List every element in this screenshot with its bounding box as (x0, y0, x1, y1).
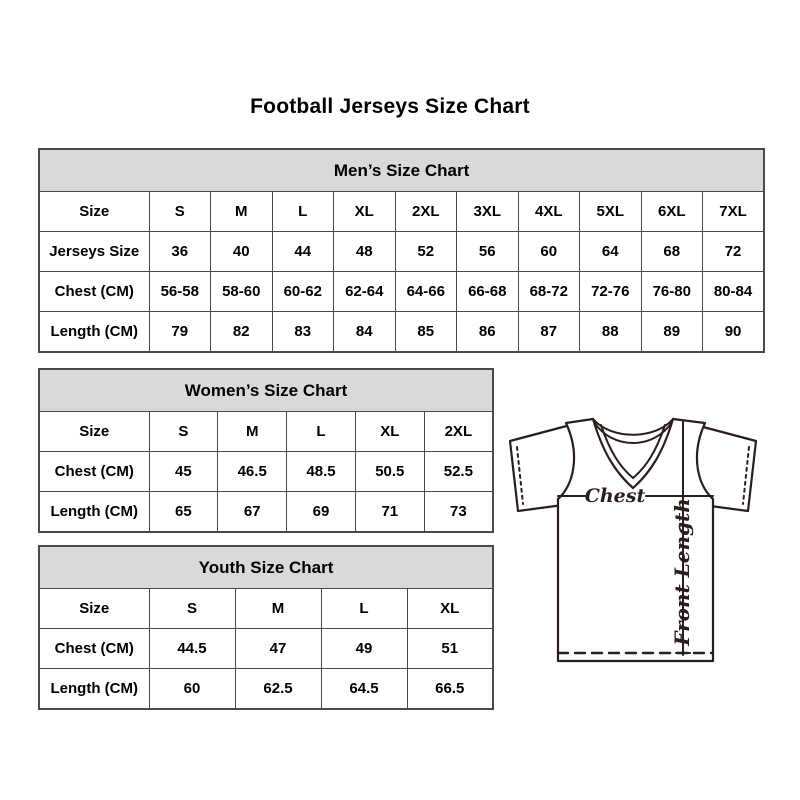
value-cell: 2XL (424, 412, 493, 452)
value-cell: 88 (580, 312, 642, 353)
value-cell: 56-58 (149, 272, 211, 312)
row-label-cell: Chest (CM) (39, 272, 149, 312)
table-row (39, 192, 764, 232)
table-header-row (39, 149, 764, 192)
womens-size-table (38, 368, 494, 533)
value-cell: 64 (580, 232, 642, 272)
row-label-cell: Jerseys Size (39, 232, 149, 272)
value-cell: 60 (149, 669, 235, 710)
value-cell: M (218, 412, 287, 452)
value-cell: 58-60 (211, 272, 273, 312)
table-row (39, 669, 493, 710)
value-cell: 48 (334, 232, 396, 272)
value-cell: 60 (518, 232, 580, 272)
value-cell: S (149, 589, 235, 629)
value-cell: 76-80 (641, 272, 703, 312)
table-header-row (39, 369, 493, 412)
page-title: Football Jerseys Size Chart (250, 95, 530, 118)
row-label-cell: Size (39, 589, 149, 629)
table-row (39, 232, 764, 272)
value-cell: 56 (457, 232, 519, 272)
value-cell: 68-72 (518, 272, 580, 312)
value-cell: XL (334, 192, 396, 232)
value-cell: 89 (641, 312, 703, 353)
value-cell: 64.5 (321, 669, 407, 710)
table-row (39, 412, 493, 452)
value-cell: 79 (149, 312, 211, 353)
value-cell: 50.5 (355, 452, 424, 492)
table-row (39, 272, 764, 312)
value-cell: 71 (355, 492, 424, 533)
table-row (39, 312, 764, 353)
value-cell: 65 (149, 492, 218, 533)
row-label-cell: Size (39, 412, 149, 452)
value-cell: S (149, 412, 218, 452)
value-cell: L (272, 192, 334, 232)
front-length-label: Front Length (670, 498, 694, 646)
value-cell: 73 (424, 492, 493, 533)
value-cell: 5XL (580, 192, 642, 232)
table-row (39, 492, 493, 533)
value-cell: L (321, 589, 407, 629)
value-cell: 44.5 (149, 629, 235, 669)
value-cell: 36 (149, 232, 211, 272)
jersey-measurement-diagram (503, 400, 765, 672)
youth-size-table (38, 545, 494, 710)
value-cell: 6XL (641, 192, 703, 232)
value-cell: 69 (287, 492, 356, 533)
value-cell: 72-76 (580, 272, 642, 312)
value-cell: XL (355, 412, 424, 452)
value-cell: 85 (395, 312, 457, 353)
value-cell: 90 (703, 312, 765, 353)
value-cell: 48.5 (287, 452, 356, 492)
value-cell: 4XL (518, 192, 580, 232)
value-cell: 45 (149, 452, 218, 492)
value-cell: 7XL (703, 192, 765, 232)
value-cell: 52 (395, 232, 457, 272)
row-label-cell: Length (CM) (39, 669, 149, 710)
value-cell: XL (407, 589, 493, 629)
table-title: Women’s Size Chart (39, 369, 493, 412)
value-cell: M (235, 589, 321, 629)
value-cell: 60-62 (272, 272, 334, 312)
row-label-cell: Length (CM) (39, 312, 149, 353)
value-cell: 72 (703, 232, 765, 272)
value-cell: 64-66 (395, 272, 457, 312)
value-cell: 68 (641, 232, 703, 272)
value-cell: 2XL (395, 192, 457, 232)
value-cell: M (211, 192, 273, 232)
row-label-cell: Chest (CM) (39, 452, 149, 492)
value-cell: 67 (218, 492, 287, 533)
table-row (39, 629, 493, 669)
value-cell: 3XL (457, 192, 519, 232)
value-cell: 86 (457, 312, 519, 353)
row-label-cell: Size (39, 192, 149, 232)
mens-size-table (38, 148, 765, 353)
value-cell: 80-84 (703, 272, 765, 312)
table-title: Men’s Size Chart (39, 149, 764, 192)
value-cell: 44 (272, 232, 334, 272)
value-cell: 40 (211, 232, 273, 272)
value-cell: 83 (272, 312, 334, 353)
chest-label: Chest (584, 485, 646, 507)
table-row (39, 589, 493, 629)
value-cell: 62-64 (334, 272, 396, 312)
row-label-cell: Length (CM) (39, 492, 149, 533)
value-cell: 66-68 (457, 272, 519, 312)
value-cell: 66.5 (407, 669, 493, 710)
value-cell: L (287, 412, 356, 452)
value-cell: 51 (407, 629, 493, 669)
value-cell: 62.5 (235, 669, 321, 710)
table-header-row (39, 546, 493, 589)
value-cell: 52.5 (424, 452, 493, 492)
value-cell: 49 (321, 629, 407, 669)
value-cell: 46.5 (218, 452, 287, 492)
value-cell: 87 (518, 312, 580, 353)
value-cell: S (149, 192, 211, 232)
row-label-cell: Chest (CM) (39, 629, 149, 669)
value-cell: 82 (211, 312, 273, 353)
table-title: Youth Size Chart (39, 546, 493, 589)
value-cell: 84 (334, 312, 396, 353)
table-row (39, 452, 493, 492)
value-cell: 47 (235, 629, 321, 669)
